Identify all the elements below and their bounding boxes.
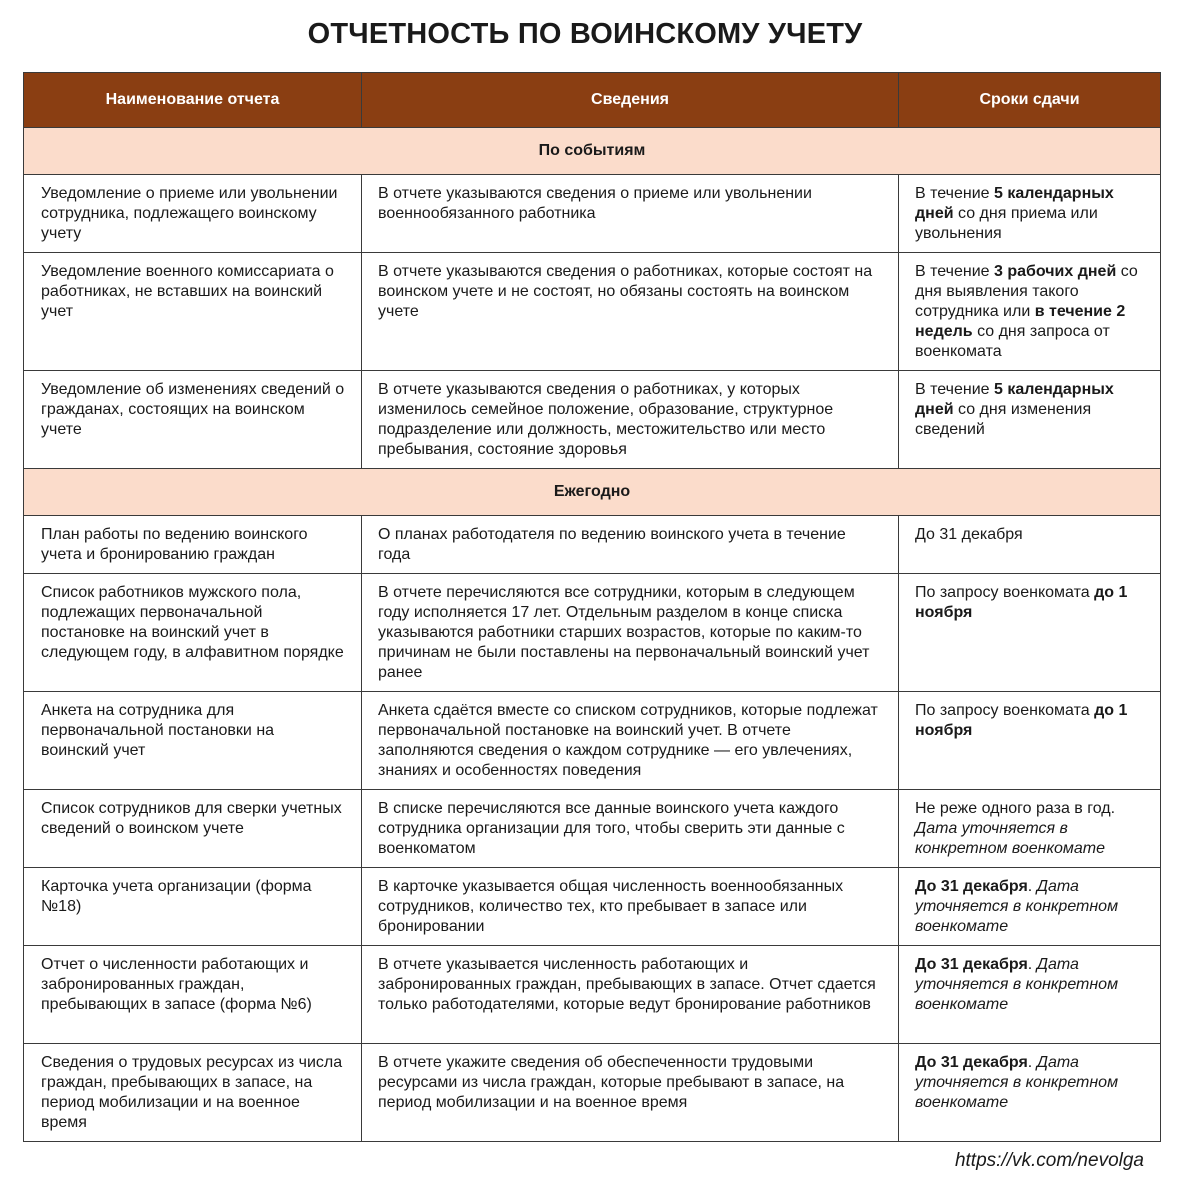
report-name-cell: Карточка учета организации (форма №18) (24, 868, 362, 946)
table-row (24, 692, 1161, 790)
report-info-cell: В отчете указываются сведения о работниках, которые состоят на воинском учете и не состоят, но обязаны состоять на воинском учете (362, 253, 899, 371)
report-info-cell: В отчете указываются сведения о работниках, у которых изменилось семейное положение, образование, структурное подразделение или должность, местожительство или место пребывания, состояние здоровья (362, 371, 899, 469)
deadline-text: По запросу военкомата (915, 584, 1095, 601)
deadline-text: До 31 декабря (915, 956, 1028, 973)
report-deadline-cell (899, 516, 1161, 574)
deadline-text: в течение 2 недель (915, 303, 1126, 340)
report-deadline-cell (899, 175, 1161, 253)
report-name-cell: Сведения о трудовых ресурсах из числа граждан, пребывающих в запасе, на период мобилизации и на военное время (24, 1044, 362, 1142)
report-info-cell: В списке перечисляются все данные воинского учета каждого сотрудника организации для того, чтобы сверить эти данные с военкоматом (362, 790, 899, 868)
report-info-cell: В отчете укажите сведения об обеспеченности трудовыми ресурсами из числа граждан, которые пребывают в запасе, на период мобилизации и на военное время (362, 1044, 899, 1142)
report-name-cell: Уведомление военного комиссариата о работниках, не вставших на воинский учет (24, 253, 362, 371)
table-row (24, 946, 1161, 1044)
report-info-cell: О планах работодателя по ведению воинского учета в течение года (362, 516, 899, 574)
report-deadline-cell (899, 371, 1161, 469)
deadline-text: . (1027, 1054, 1037, 1071)
report-deadline-cell (899, 790, 1161, 868)
deadline-text: со дня выявления такого сотрудника или (915, 263, 1138, 320)
table-row (24, 790, 1161, 868)
report-name-cell: Анкета на сотрудника для первоначальной постановки на воинский учет (24, 692, 362, 790)
report-deadline-cell (899, 1044, 1161, 1142)
deadline-text: Дата уточняется в конкретном военкомате (915, 878, 1119, 935)
report-info-cell: В отчете перечисляются все сотрудники, которым в следующем году исполняется 17 лет. Отдельным разделом в конце списка указываются работники старших возрастов, которые по каким-то причинам не были поставлены на первоначальный воинский учет ранее (362, 574, 899, 692)
report-deadline-cell (899, 868, 1161, 946)
report-name-cell: Список сотрудников для сверки учетных сведений о воинском учете (24, 790, 362, 868)
deadline-text: до 1 ноября (915, 584, 1128, 621)
table-row (24, 574, 1161, 692)
report-name-cell: Список работников мужского пола, подлежащих первоначальной постановке на воинский учет в следующем году, в алфавитном порядке (24, 574, 362, 692)
report-deadline-cell (899, 253, 1161, 371)
report-info-cell: В отчете указываются сведения о приеме или увольнении военнообязанного работника (362, 175, 899, 253)
section-row (24, 128, 1161, 175)
table-header-row (24, 73, 1161, 128)
table-row (24, 1044, 1161, 1142)
report-info-cell: Анкета сдаётся вместе со списком сотрудников, которые подлежат первоначальной постановке на воинский учет. В отчете заполняются сведения о каждом сотруднике — его увлечениях, знаниях и особенностях поведения (362, 692, 899, 790)
table-row (24, 371, 1161, 469)
report-name-cell: Отчет о численности работающих и забронированных граждан, пребывающих в запасе (форма №6) (24, 946, 362, 1044)
deadline-text: . (1027, 956, 1037, 973)
header-info: Сведения (362, 73, 899, 128)
section-title: По событиям (24, 128, 1161, 175)
deadline-text: . (1027, 878, 1037, 895)
report-info-cell: В карточке указывается общая численность военнообязанных сотрудников, количество тех, кто пребывает в запасе или бронировании (362, 868, 899, 946)
deadline-text: До 31 декабря (915, 878, 1028, 895)
deadline-text: 5 календарных дней (915, 381, 1114, 418)
deadline-text: В течение (915, 185, 994, 202)
report-deadline-cell (899, 692, 1161, 790)
section-title: Ежегодно (24, 469, 1161, 516)
deadline-text: По запросу военкомата (915, 702, 1095, 719)
deadline-text: В течение (915, 381, 994, 398)
deadline-text: со дня запроса от военкомата (915, 323, 1110, 360)
header-report-name: Наименование отчета (24, 73, 362, 128)
report-deadline-cell (899, 946, 1161, 1044)
section-row (24, 469, 1161, 516)
report-info-cell: В отчете указывается численность работающих и забронированных граждан, пребывающих в запасе. Отчет сдается только работодателями, которые ведут бронирование работников (362, 946, 899, 1044)
source-link[interactable]: https://vk.com/nevolga (954, 1150, 1144, 1171)
deadline-text: До 31 декабря (915, 526, 1023, 543)
deadline-text: Дата уточняется в конкретном военкомате (915, 1054, 1119, 1111)
deadline-text: со дня изменения сведений (915, 401, 1092, 438)
page-title: ОТЧЕТНОСТЬ ПО ВОИНСКОМУ УЧЕТУ (307, 18, 863, 50)
deadline-text: Не реже одного раза в год. (915, 800, 1116, 817)
deadline-text: В течение (915, 263, 994, 280)
report-name-cell: Уведомление об изменениях сведений о гражданах, состоящих на воинском учете (24, 371, 362, 469)
report-name-cell: Уведомление о приеме или увольнении сотрудника, подлежащего воинскому учету (24, 175, 362, 253)
deadline-text: Дата уточняется в конкретном военкомате (915, 956, 1119, 1013)
report-name-cell: План работы по ведению воинского учета и бронированию граждан (24, 516, 362, 574)
report-deadline-cell (899, 574, 1161, 692)
deadline-text: До 31 декабря (915, 1054, 1028, 1071)
deadline-text: со дня приема или увольнения (915, 205, 1098, 242)
deadline-text: 3 рабочих дней (993, 263, 1117, 280)
reports-table (23, 72, 1161, 1142)
table-row (24, 253, 1161, 371)
table-row (24, 175, 1161, 253)
deadline-text: Дата уточняется в конкретном военкомате (915, 820, 1106, 857)
table-row (24, 868, 1161, 946)
deadline-text: 5 календарных дней (915, 185, 1114, 222)
deadline-text: до 1 ноября (915, 702, 1128, 739)
table-row (24, 516, 1161, 574)
header-deadline: Сроки сдачи (899, 73, 1161, 128)
